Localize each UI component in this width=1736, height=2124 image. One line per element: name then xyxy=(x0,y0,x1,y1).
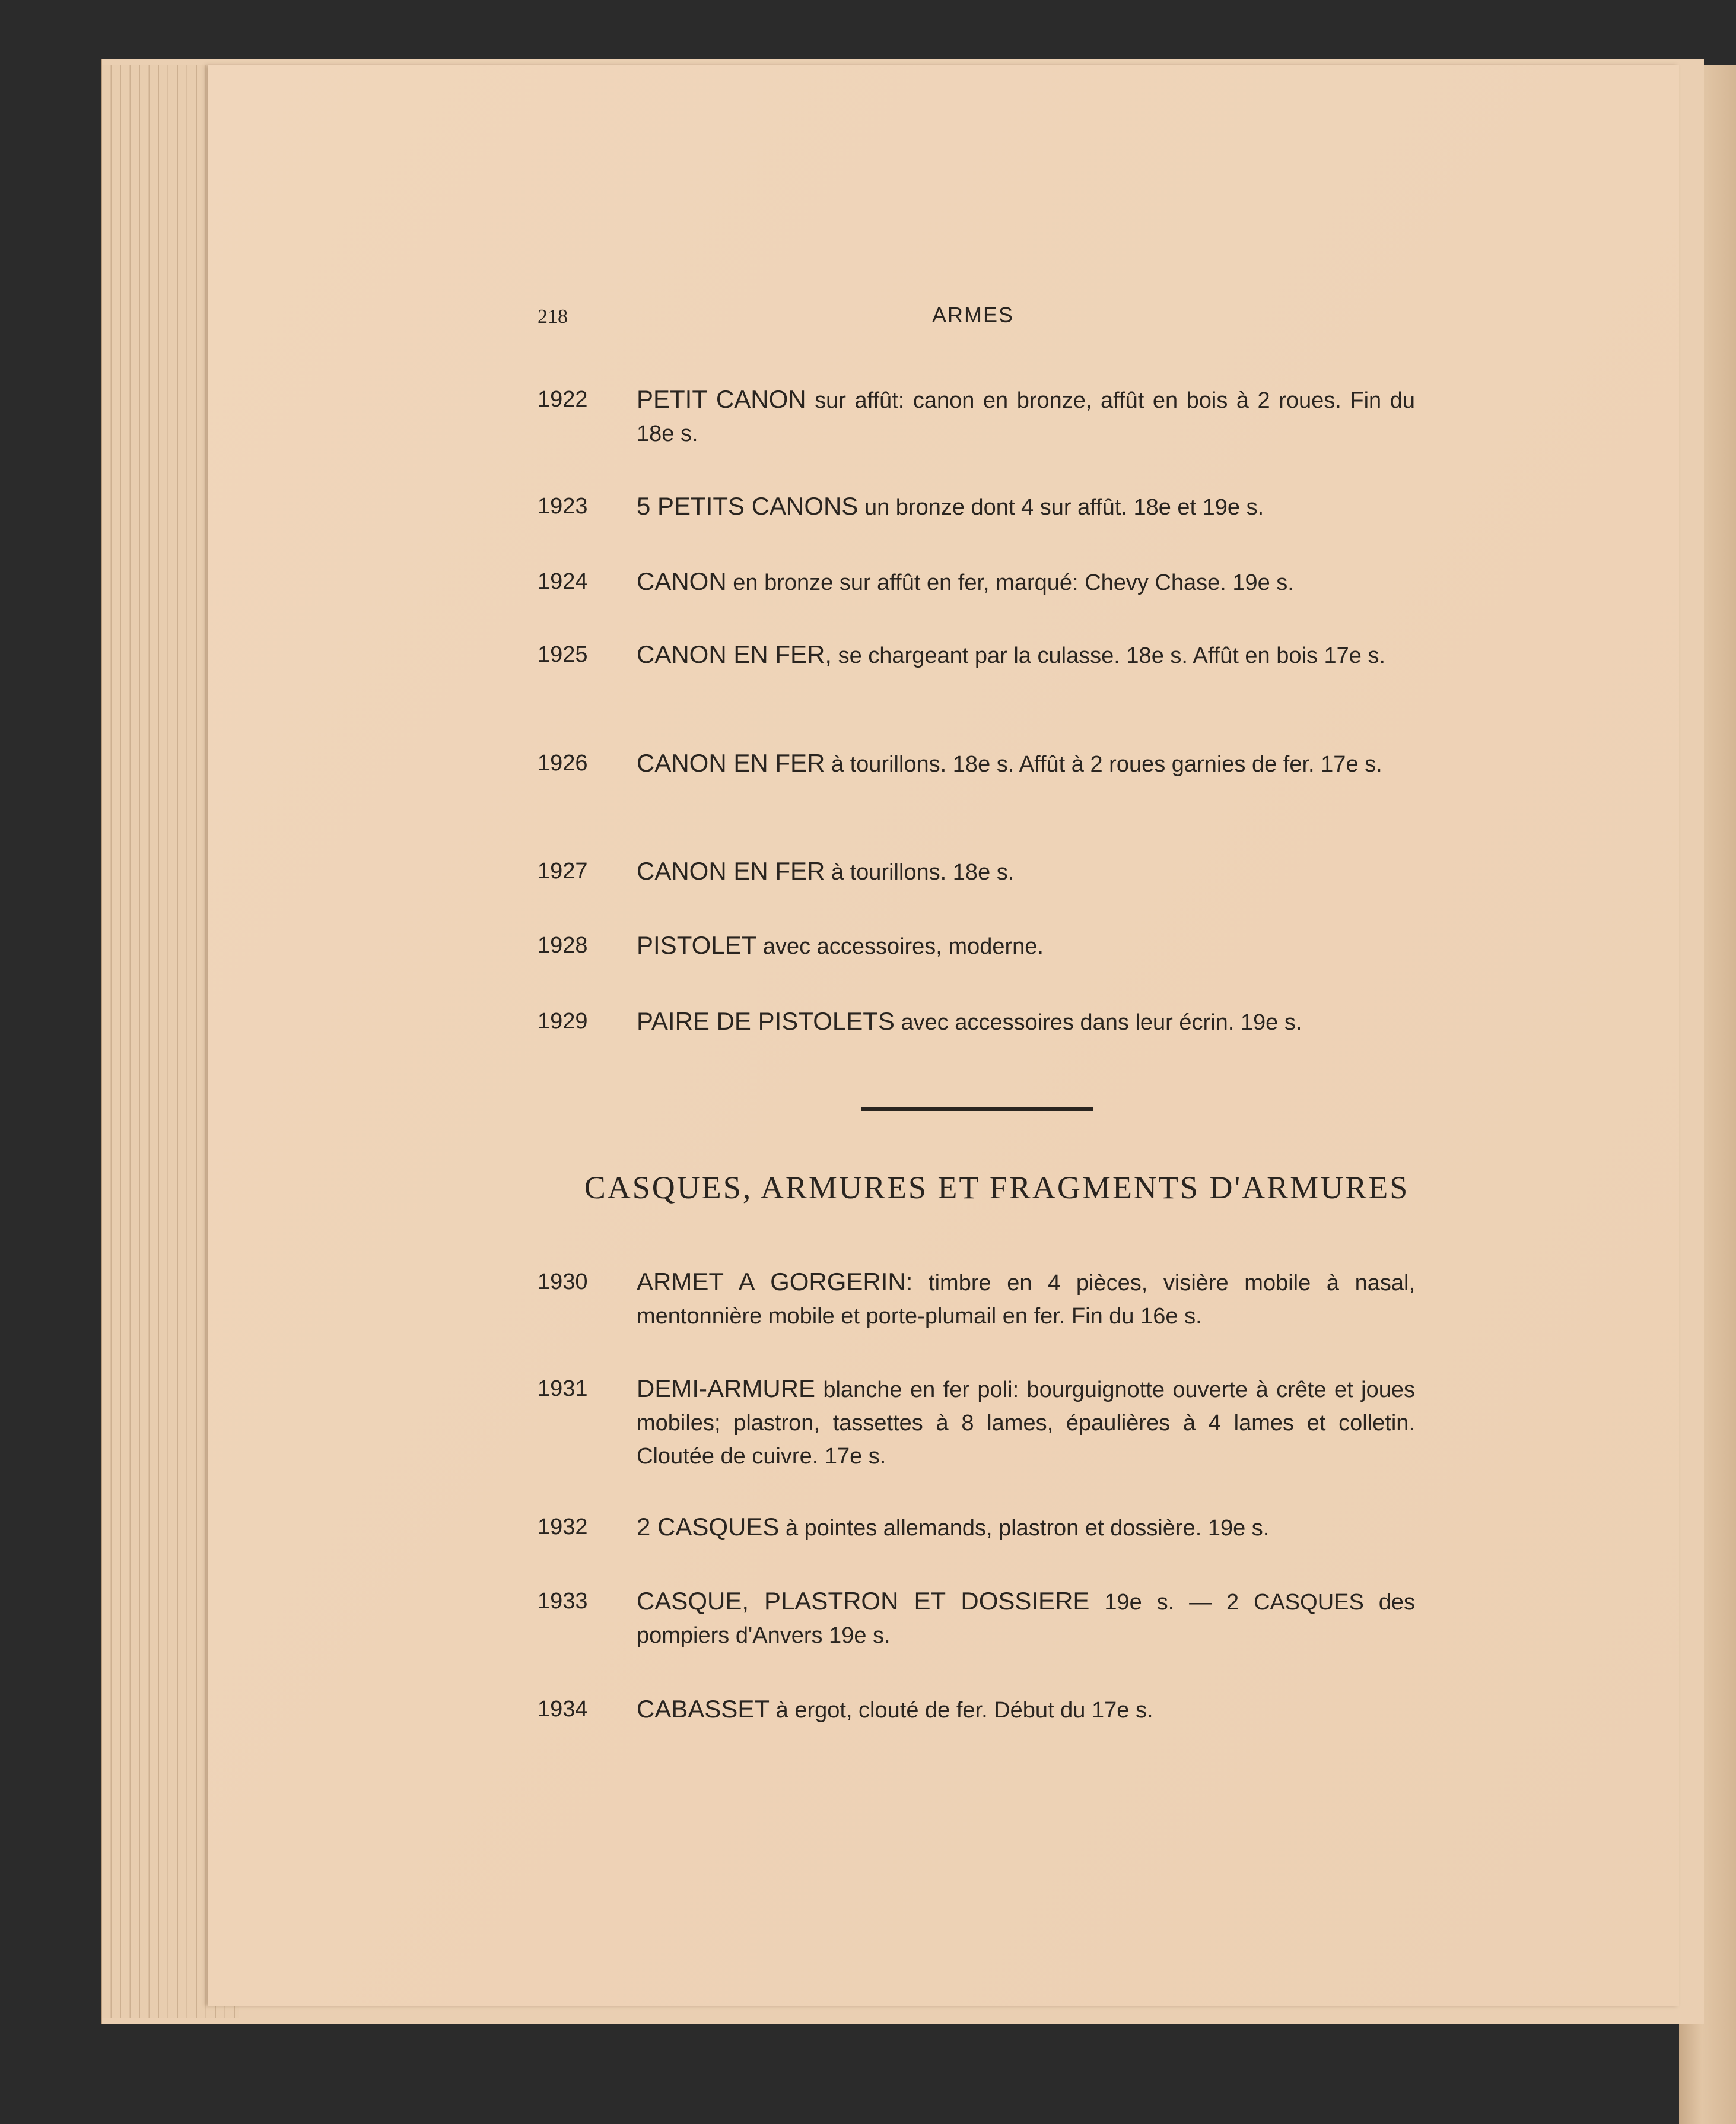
lot-description: CANON EN FER, se chargeant par la culasse. 18e s. Affût en bois 17e s. xyxy=(637,640,1386,668)
lot-description: CABASSET à ergot, clouté de fer. Début du 17e s. xyxy=(637,1695,1153,1723)
lot-description: 5 PETITS CANONS un bronze dont 4 sur affût. 18e et 19e s. xyxy=(637,492,1264,520)
lot-description: 2 CASQUES à pointes allemands, plastron et dossière. 19e s. xyxy=(637,1513,1270,1541)
lot-number: 1928 xyxy=(538,933,588,958)
lot-number: 1922 xyxy=(538,387,588,412)
lot-number: 1927 xyxy=(538,859,588,884)
lot-number: 1933 xyxy=(538,1589,588,1614)
lot-number: 1930 xyxy=(538,1269,588,1294)
lot-description: PETIT CANON sur affût: canon en bronze, affût en bois à 2 roues. Fin du 18e s. xyxy=(637,385,1416,446)
lot-description: CANON EN FER à tourillons. 18e s. xyxy=(637,857,1015,885)
lot-description: PAIRE DE PISTOLETS avec accessoires dans leur écrin. 19e s. xyxy=(637,1007,1302,1035)
running-head: ARMES xyxy=(931,303,1015,327)
lot-number: 1923 xyxy=(538,494,588,519)
lot-number: 1931 xyxy=(538,1376,588,1401)
lot-number: 1934 xyxy=(538,1697,588,1722)
page-number: 218 xyxy=(538,306,568,328)
lot-description: ARMET A GORGERIN: timbre en 4 pièces, visière mobile à nasal, mentonnière mobile et porte-plumail en fer. Fin du 16e s. xyxy=(637,1268,1416,1329)
lot-number: 1924 xyxy=(538,569,588,594)
lot-description: PISTOLET avec accessoires, moderne. xyxy=(637,931,1044,959)
lot-description: CANON EN FER à tourillons. 18e s. Affût à 2 roues garnies de fer. 17e s. xyxy=(637,749,1382,777)
lot-number: 1929 xyxy=(538,1009,588,1034)
lot-number: 1925 xyxy=(538,642,588,667)
lot-number: 1932 xyxy=(538,1515,588,1539)
lot-number: 1926 xyxy=(538,751,588,776)
section-title: CASQUES, ARMURES ET FRAGMENTS D'ARMURES xyxy=(584,1170,1410,1205)
section-divider xyxy=(861,1107,1093,1111)
lot-description: CASQUE, PLASTRON ET DOSSIERE 19e s. — 2 CASQUES des pompiers d'Anvers 19e s. xyxy=(637,1587,1415,1648)
lot-description: CANON en bronze sur affût en fer, marqué: Chevy Chase. 19e s. xyxy=(637,567,1294,595)
lot-description: DEMI-ARMURE blanche en fer poli: bourguignotte ouverte à crête et joues mobiles; plastron, tassettes à 8 lames, épaulières à 4 lames et colletin. Cloutée de cuivre. 17e s. xyxy=(637,1374,1415,1469)
